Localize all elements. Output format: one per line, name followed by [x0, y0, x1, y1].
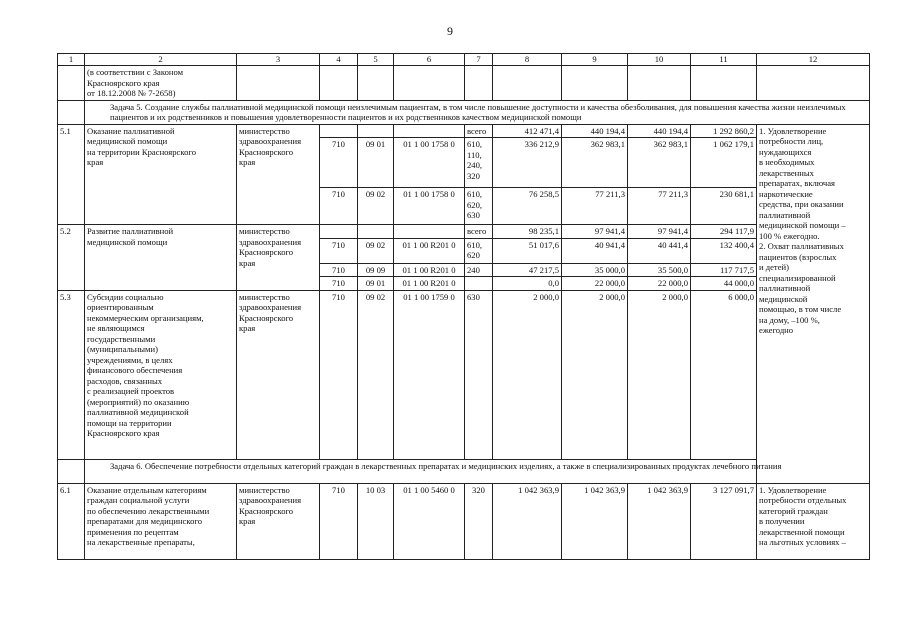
cell-vr: 610, 110, 240, 320 [465, 138, 493, 188]
cell-vr: 630 [465, 290, 493, 459]
row-number: 6.1 [58, 483, 85, 559]
cell-y2: 77 211,3 [562, 188, 628, 225]
row-result: 1. Удовлетворение потребности лиц, нуждающихся в необходимых лекарственных препаратах, включая наркотические средства, при оказании паллиативной медицинской помощи – 100 % ежегодно. 2. Охват паллиативных пациентов (взрослых и детей) специализированной паллиативной медицинской помощью, в том числе на дому, –100 %, ежегодно [757, 124, 870, 483]
cell-y2: 362 983,1 [562, 138, 628, 188]
cell-sum: 3 127 091,7 [691, 483, 757, 559]
row-number: 5.3 [58, 290, 85, 459]
col-header: 10 [628, 54, 691, 66]
cell-y3: 35 500,0 [628, 263, 691, 277]
cell-sum: 44 000,0 [691, 277, 757, 291]
cell-csr: 01 1 00 R201 0 [394, 263, 465, 277]
row-name: Субсидии социально ориентированным некоммерческим организациям, не являющимся государственными (муниципальными) учреждениями, в целях финансового обеспечения расходов, связанных с реализацией проектов (мероприятий) по оказанию паллиативной медицинской помощи на территории Красноярского края [85, 290, 237, 459]
cell-y2: 35 000,0 [562, 263, 628, 277]
row-result: 1. Удовлетворение потребности отдельных категорий граждан в получении лекарственной помощи на льготных условиях – [757, 483, 870, 559]
table-row [58, 483, 870, 559]
col-header: 5 [358, 54, 394, 66]
cell-vr: 610, 620, 630 [465, 188, 493, 225]
col-header: 4 [320, 54, 358, 66]
col-header: 9 [562, 54, 628, 66]
col-header: 2 [85, 54, 237, 66]
cell-y3: 40 441,4 [628, 238, 691, 263]
cell-csr: 01 1 00 R201 0 [394, 238, 465, 263]
cell-grbs: 710 [320, 483, 358, 559]
cell-rzpr: 09 02 [358, 238, 394, 263]
table-row [58, 124, 870, 138]
col-header: 8 [493, 54, 562, 66]
table-row [58, 290, 870, 459]
task-6-title: Задача 6. Обеспечение потребности отдельных категорий граждан в лекарственных препаратах и медицинских изделиях, а также в специализированных продуктах лечебного питания [85, 459, 870, 483]
col-header: 7 [465, 54, 493, 66]
cell-y3: 1 042 363,9 [628, 483, 691, 559]
cell-grbs: 710 [320, 138, 358, 188]
cell-y1: 2 000,0 [493, 290, 562, 459]
row-name: Оказание паллиативной медицинской помощи на территории Красноярского края [85, 124, 237, 225]
cell-y1: 0,0 [493, 277, 562, 291]
cell-sum: 1 062 179,1 [691, 138, 757, 188]
row-number: 5.1 [58, 124, 85, 225]
cell-grbs: 710 [320, 238, 358, 263]
cell-csr: 01 1 00 5460 0 [394, 483, 465, 559]
cell-y1: 336 212,9 [493, 138, 562, 188]
col-header: 1 [58, 54, 85, 66]
cell-y1: 47 217,5 [493, 263, 562, 277]
cell-vr [465, 277, 493, 291]
page-number: 9 [447, 24, 453, 38]
cell-y1: 1 042 363,9 [493, 483, 562, 559]
row-executor: министерство здравоохранения Красноярского края [237, 124, 320, 225]
cell-y2: 22 000,0 [562, 277, 628, 291]
cell-csr: 01 1 00 1758 0 [394, 188, 465, 225]
cell-sum: 230 681,1 [691, 188, 757, 225]
table-row [58, 225, 870, 239]
cell-vr: 610, 620 [465, 238, 493, 263]
col-header: 12 [757, 54, 870, 66]
row-name: (в соответствии с Законом Красноярского края от 18.12.2008 № 7-2658) [85, 66, 237, 101]
cell-rzpr: 09 09 [358, 263, 394, 277]
task-5-title: Задача 5. Создание службы паллиативной медицинской помощи неизлечимым пациентам, в том числе повышение доступности и качества обезболивания, для повышения качества жизни неизлечимых пациентов и их родственников и повышения удовлетворенности пациентов и их родственников качеством медицинской помощи [85, 100, 870, 124]
program-table [57, 53, 870, 560]
cell-sum: 6 000,0 [691, 290, 757, 459]
cell-y3: 77 211,3 [628, 188, 691, 225]
cell-rzpr: 10 03 [358, 483, 394, 559]
cell-y3: 2 000,0 [628, 290, 691, 459]
row-executor: министерство здравоохранения Красноярского края [237, 483, 320, 559]
cell-sum: 132 400,4 [691, 238, 757, 263]
cell-vr: 240 [465, 263, 493, 277]
task-row [58, 459, 870, 483]
cell-y1: 412 471,4 [493, 124, 562, 138]
col-header: 6 [394, 54, 465, 66]
cell-y1: 76 258,5 [493, 188, 562, 225]
row-executor: министерство здравоохранения Красноярского края [237, 225, 320, 291]
cell-grbs: 710 [320, 263, 358, 277]
cell-y2: 97 941,4 [562, 225, 628, 239]
cell-rzpr: 09 02 [358, 188, 394, 225]
cell-csr: 01 1 00 R201 0 [394, 277, 465, 291]
cell-y2: 1 042 363,9 [562, 483, 628, 559]
cell-sum: 294 117,9 [691, 225, 757, 239]
cell-grbs: 710 [320, 290, 358, 459]
cell-rzpr: 09 01 [358, 277, 394, 291]
column-number-row [58, 54, 870, 66]
row-number: 5.2 [58, 225, 85, 291]
col-header: 11 [691, 54, 757, 66]
cell-vr: всего [465, 225, 493, 239]
task-row [58, 100, 870, 124]
cell-rzpr: 09 02 [358, 290, 394, 459]
cell-y3: 440 194,4 [628, 124, 691, 138]
continuation-row [58, 66, 870, 101]
col-header: 3 [237, 54, 320, 66]
cell-vr: 320 [465, 483, 493, 559]
cell-y1: 98 235,1 [493, 225, 562, 239]
row-executor: министерство здравоохранения Красноярского края [237, 290, 320, 459]
cell-y3: 97 941,4 [628, 225, 691, 239]
row-name: Оказание отдельным категориям граждан социальной услуги по обеспечению лекарственными препаратами для медицинского применения по рецептам на лекарственные препараты, [85, 483, 237, 559]
cell-y3: 22 000,0 [628, 277, 691, 291]
cell-grbs: 710 [320, 188, 358, 225]
cell-rzpr: 09 01 [358, 138, 394, 188]
cell-y2: 40 941,4 [562, 238, 628, 263]
cell-y2: 2 000,0 [562, 290, 628, 459]
cell-y2: 440 194,4 [562, 124, 628, 138]
row-name: Развитие паллиативной медицинской помощи [85, 225, 237, 291]
cell-sum: 117 717,5 [691, 263, 757, 277]
cell-y1: 51 017,6 [493, 238, 562, 263]
cell-vr: всего [465, 124, 493, 138]
cell-csr: 01 1 00 1759 0 [394, 290, 465, 459]
cell-y3: 362 983,1 [628, 138, 691, 188]
cell-grbs: 710 [320, 277, 358, 291]
cell-sum: 1 292 860,2 [691, 124, 757, 138]
cell-csr: 01 1 00 1758 0 [394, 138, 465, 188]
